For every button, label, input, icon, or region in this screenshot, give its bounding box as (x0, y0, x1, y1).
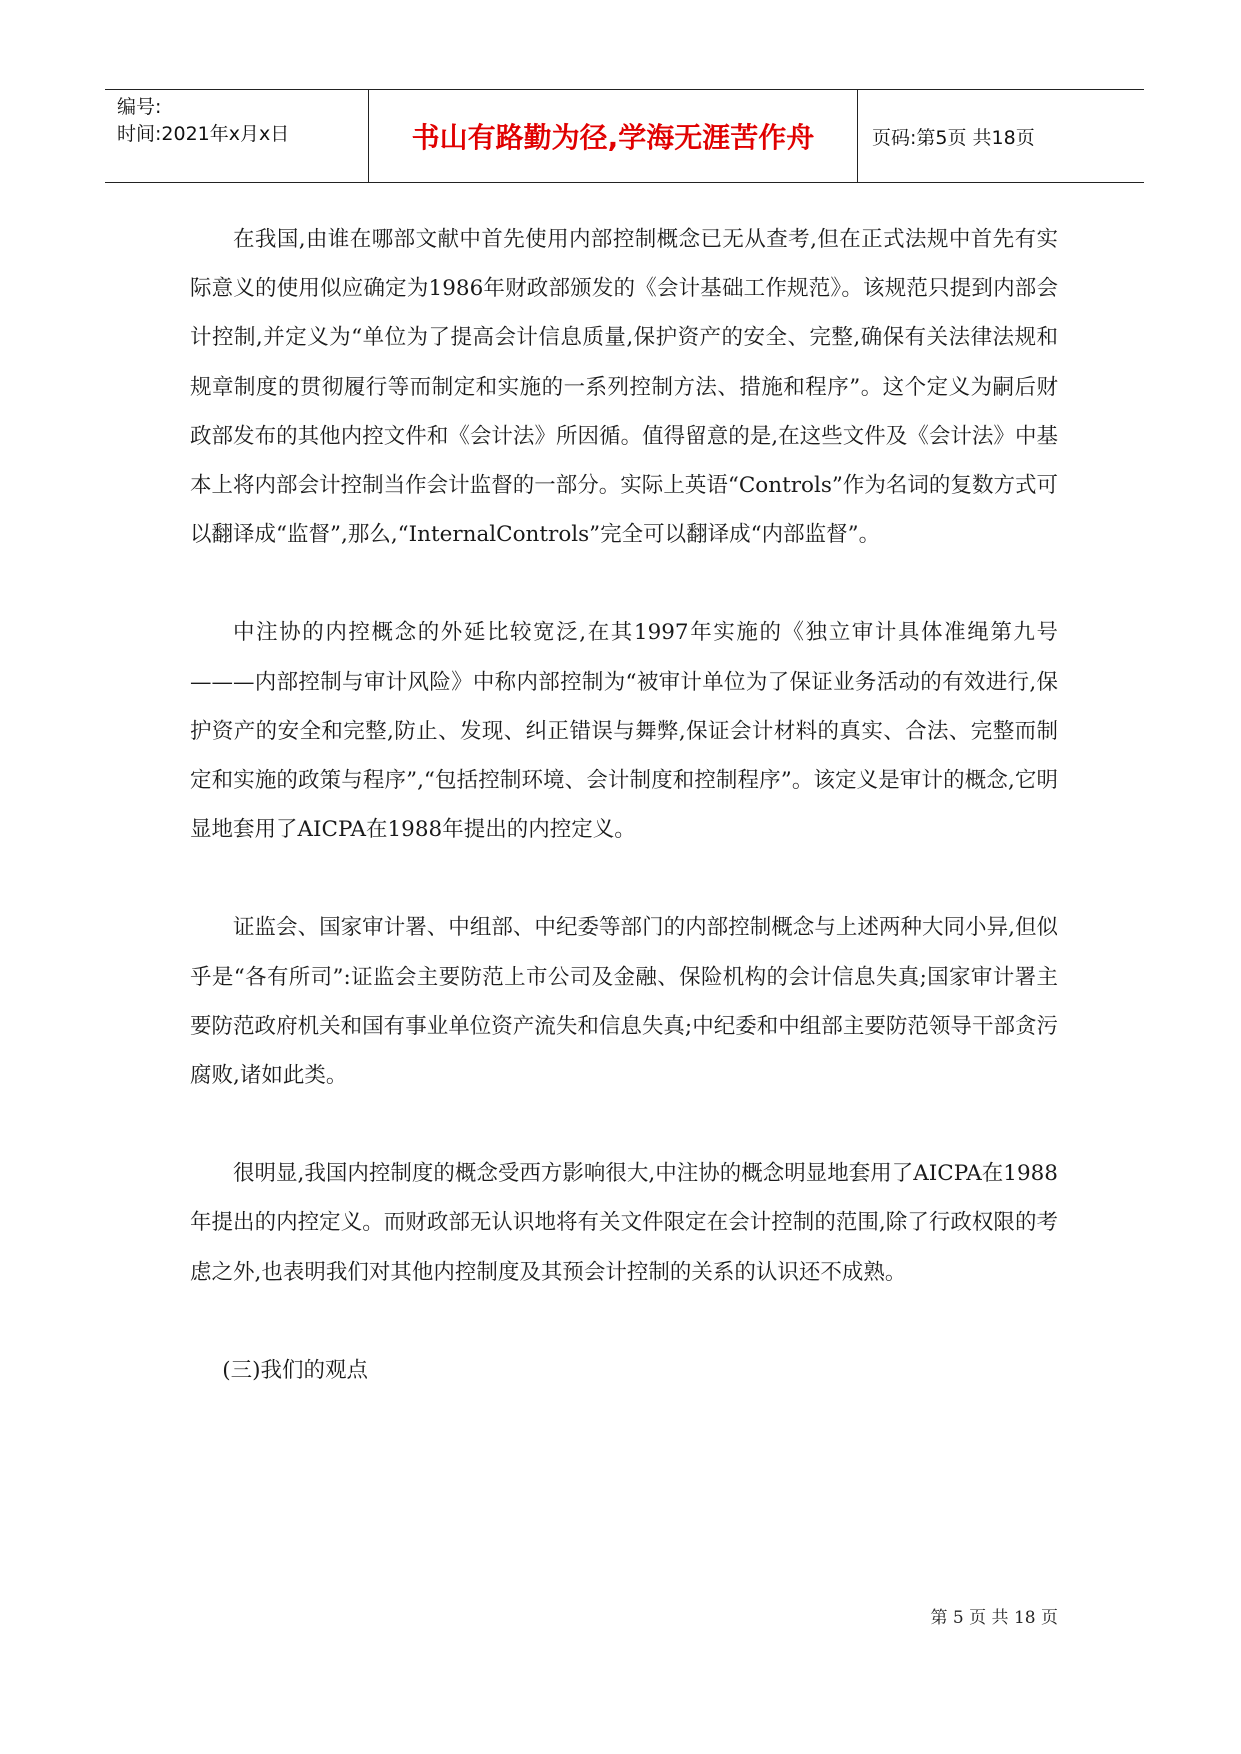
header-motto: 书山有路勤为径,学海无涯苦作舟 (411, 121, 815, 154)
section-heading: (三)我们的观点 (222, 1357, 369, 1383)
body-paragraph: 很明显,我国内控制度的概念受西方影响很大,中注协的概念明显地套用了AICPA在1988年提出的内控定义。而财政部无认识地将有关文件限定在会计控制的范围,除了行政权限的考虑之外,也表明我们对其他内控制度及其预会计控制的关系的认识还不成熟。 (190, 1161, 1058, 1285)
header-meta-cell (105, 90, 369, 182)
document-body (190, 215, 1058, 1395)
page-footer: 第 5 页 共 18 页 (930, 1608, 1058, 1628)
header-motto-cell (369, 90, 858, 182)
body-paragraph: 中注协的内控概念的外延比较宽泛,在其1997年实施的《独立审计具体准绳第九号———内部控制与审计风险》中称内部控制为“被审计单位为了保证业务活动的有效进行,保护资产的安全和完整,防止、发现、纠正错误与舞弊,保证会计材料的真实、合法、完整而制定和实施的政策与程序”,“包括控制环境、会计制度和控制程序”。该定义是审计的概念,它明显地套用了AICPA在1988年提出的内控定义。 (190, 620, 1058, 843)
body-paragraph: 证监会、国家审计署、中组部、中纪委等部门的内部控制概念与上述两种大同小异,但似乎是“各有所司”:证监会主要防范上市公司及金融、保险机构的会计信息失真;国家审计署主要防范政府机关和国有事业单位资产流失和信息失真;中纪委和中组部主要防范领导干部贪污腐败,诸如此类。 (190, 915, 1058, 1089)
header-code-label: 编号: (117, 96, 162, 118)
header-page-cell (858, 90, 1144, 182)
body-paragraph: 在我国,由谁在哪部文献中首先使用内部控制概念已无从查考,但在正式法规中首先有实际意义的使用似应确定为1986年财政部颁发的《会计基础工作规范》。该规范只提到内部会计控制,并定义为“单位为了提高会计信息质量,保护资产的安全、完整,确保有关法律法规和规章制度的贯彻履行等而制定和实施的一系列控制方法、措施和程序”。这个定义为嗣后财政部发布的其他内控文件和《会计法》所因循。值得留意的是,在这些文件及《会计法》中基本上将内部会计控制当作会计监督的一部分。实际上英语“Controls”作为名词的复数方式可以翻译成“监督”,那么,“InternalControls”完全可以翻译成“内部监督”。 (190, 227, 1058, 548)
header-page-label: 页码:第5页 共18页 (872, 126, 1035, 149)
header-time-label: 时间:2021年x月x日 (117, 123, 290, 145)
document-header (105, 89, 1144, 183)
